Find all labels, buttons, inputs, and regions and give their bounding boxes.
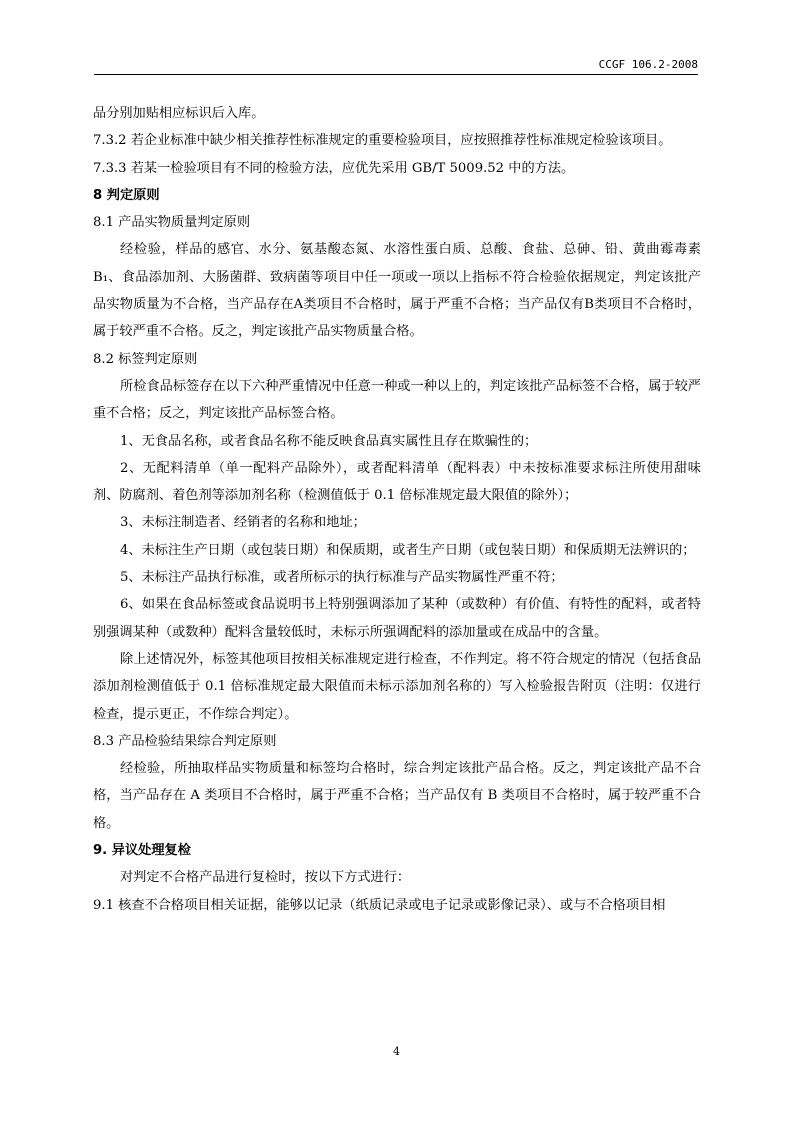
paragraph: 7.3.3 若某一检验项目有不同的检验方法，应优先采用 GB/T 5009.52 中的方法。 [93, 160, 575, 176]
paragraph: 1、无食品名称，或者食品名称不能反映食品真实属性且存在欺骗性的； [120, 433, 538, 449]
paragraph: 9.1 核查不合格项目相关证据，能够以记录（纸质记录或电子记录或影像记录）、或与不合格项目相 [93, 897, 666, 913]
paragraph: 2、无配料清单（单一配料产品除外），或者配料清单（配料表）中未按标准要求标注所使用甜味剂、防腐剂、着色剂等添加剂名称（检测值低于 0.1 倍标准规定最大限值的除外）； [93, 460, 701, 504]
paragraph: 7.3.2 若企业标准中缺少相关推荐性标准规定的重要检验项目，应按照推荐性标准规定检验该项目。 [93, 133, 672, 149]
paragraph: 经检验，样品的感官、水分、氨基酸态氮、水溶性蛋白质、总酸、食盐、总砷、铅、黄曲霉毒素B₁、食品添加剂、大肠菌群、致病菌等项目中任一项或一项以上指标不符合检验依据规定，判定该批产品实物质量为不合格，当产品存在A类项目不合格时，属于严重不合格；当产品仅有B类项目不合格时，属于较严重不合格。反之，判定该批产品实物质量合格。 [93, 242, 701, 340]
document-body [93, 100, 701, 919]
paragraph: 6、如果在食品标签或食品说明书上特别强调添加了某种（或数种）有价值、有特性的配料，或者特别强调某种（或数种）配料含量较低时，未标示所强调配料的添加量或在成品中的含量。 [93, 597, 701, 640]
page-number: 4 [393, 1045, 400, 1058]
paragraph: 品分别加贴相应标识后入库。 [93, 106, 265, 121]
paragraph: 除上述情况外，标签其他项目按相关标准规定进行检查，不作判定。将不符合规定的情况（包括食品添加剂检测值低于 0.1 倍标准规定最大限值而未标示添加剂名称的）写入检验报告附页（注明：仅进行检查，提示更正，不作综合判定）。 [93, 651, 701, 722]
page-header [94, 58, 698, 75]
paragraph: 8.3 产品检验结果综合判定原则 [93, 733, 277, 749]
paragraph: 经检验，所抽取样品实物质量和标签均合格时，综合判定该批产品合格。反之，判定该批产品不合格，当产品存在 A 类项目不合格时，属于严重不合格；当产品仅有 B 类项目不合格时，属于较严重不合格。 [93, 761, 701, 831]
paragraph: 5、未标注产品执行标准，或者所标示的执行标准与产品实物属性严重不符； [120, 570, 564, 586]
paragraph: 3、未标注制造者、经销者的名称和地址； [120, 515, 366, 531]
standard-code: CCGF 106.2-2008 [598, 58, 698, 71]
paragraph: 对判定不合格产品进行复检时，按以下方式进行： [120, 870, 411, 886]
paragraph: 4、未标注生产日期（或包装日期）和保质期，或者生产日期（或包装日期）和保质期无法辨识的； [120, 542, 696, 558]
section-heading: 8 判定原则 [93, 187, 160, 203]
section-heading: 9. 异议处理复检 [93, 843, 191, 859]
paragraph: 所检食品标签存在以下六种严重情况中任意一种或一种以上的，判定该批产品标签不合格，属于较严重不合格；反之，判定该批产品标签合格。 [93, 378, 701, 422]
paragraph: 8.1 产品实物质量判定原则 [93, 215, 251, 231]
paragraph: 8.2 标签判定原则 [93, 351, 198, 367]
